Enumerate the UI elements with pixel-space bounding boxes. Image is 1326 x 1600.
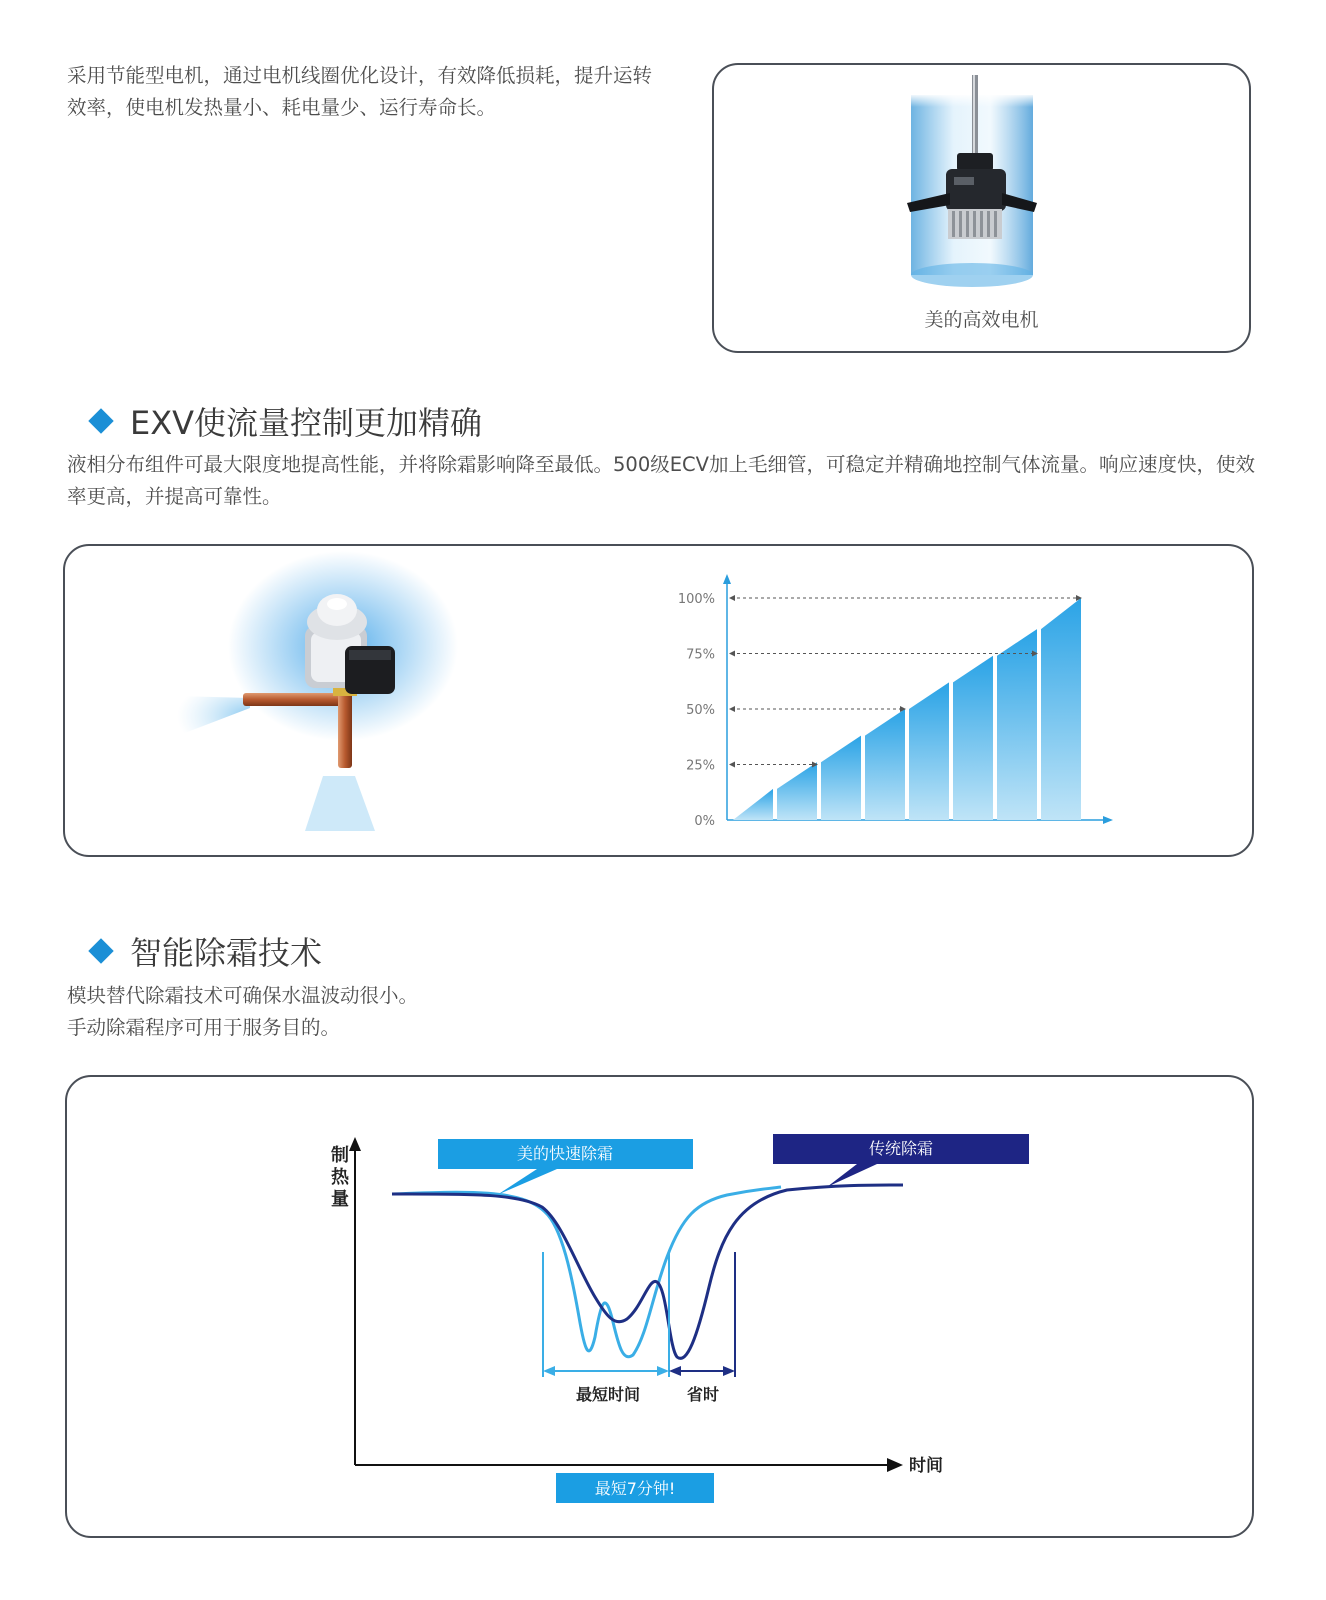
series-traditional-curve — [392, 1185, 903, 1358]
flow-bar — [777, 762, 817, 820]
motor-caption: 美的高效电机 — [924, 309, 1039, 331]
defrost-line-2: 手动除霜程序可用于服务目的。 — [67, 1016, 341, 1039]
bar-chart-tick-label: 100% — [677, 592, 715, 607]
exv-title: EXV使流量控制更加精确 — [130, 404, 483, 442]
legend-traditional-label: 传统除霜 — [868, 1139, 934, 1158]
bar-chart-tick-label: 75% — [686, 647, 715, 663]
flow-bar — [997, 629, 1037, 820]
diamond-bullet-icon — [88, 408, 113, 433]
x-axis-label: 时间 — [909, 1456, 943, 1476]
defrost-chart — [67, 1077, 1252, 1536]
flow-bar — [953, 656, 993, 820]
flow-bar — [821, 736, 861, 820]
bar-chart-tick-label: 25% — [686, 758, 715, 774]
exv-heading — [88, 398, 482, 444]
exv-description: 液相分布组件可最大限度地提高性能，并将除霜影响降至最低。500级ECV加上毛细管，可稳定并精确地控制气体流量。响应速度快，使效率更高，并提高可靠性。 — [67, 453, 1255, 508]
bar-chart-tick-label: 50% — [686, 703, 715, 718]
reference-arrow-left — [729, 706, 735, 712]
bar-chart-x-arrow — [1103, 816, 1113, 824]
series-fast-curve — [392, 1187, 781, 1357]
reference-arrow-left — [729, 651, 735, 657]
defrost-frame — [65, 1075, 1254, 1538]
bar-chart-y-arrow — [723, 574, 731, 584]
flow-bar-chart — [65, 546, 1252, 855]
diamond-bullet-icon — [88, 938, 113, 963]
reference-arrow-left — [729, 595, 735, 601]
motor-description: 采用节能型电机，通过电机线圈优化设计，有效降低损耗，提升运转效率，使电机发热量小、耗电量少、运行寿命长。 — [67, 64, 653, 119]
defrost-heading — [88, 928, 322, 974]
bar-chart-tick-label: 0% — [694, 814, 715, 829]
flow-bar — [865, 709, 905, 820]
shortest-time-label: 最短时间 — [575, 1385, 641, 1404]
defrost-line-1: 模块替代除霜技术可确保水温波动很小。 — [67, 984, 419, 1007]
x-axis-arrow — [887, 1458, 903, 1472]
flow-bar — [1041, 598, 1081, 820]
y-axis-label: 制热量 — [331, 1145, 349, 1210]
motor-image-frame — [712, 63, 1251, 353]
exv-frame — [63, 544, 1254, 857]
time-saved-label: 省时 — [686, 1385, 720, 1404]
reference-arrow-left — [729, 762, 735, 768]
flow-bar — [909, 682, 949, 820]
y-axis-arrow — [349, 1137, 361, 1151]
shortest-7min-label: 最短7分钟! — [594, 1479, 676, 1498]
defrost-title: 智能除霜技术 — [130, 934, 323, 972]
flow-bar — [733, 789, 773, 820]
legend-fast-label: 美的快速除霜 — [516, 1144, 614, 1163]
